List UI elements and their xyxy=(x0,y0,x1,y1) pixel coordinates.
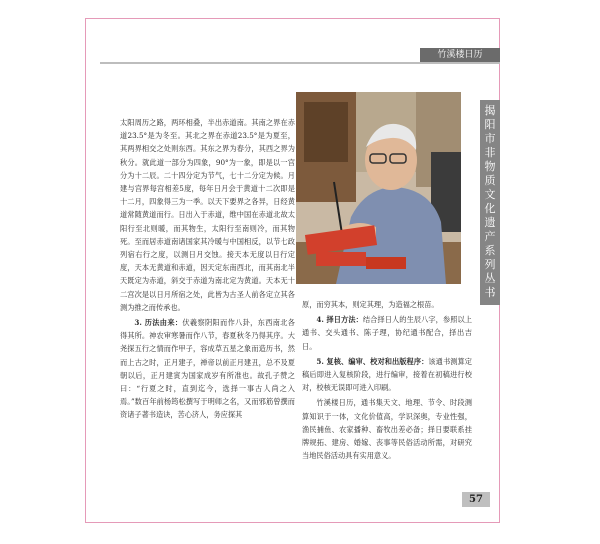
header-rule xyxy=(100,62,500,64)
calligrapher-illustration xyxy=(296,92,461,284)
section-label: 4. 择日方法： xyxy=(316,315,363,325)
series-char: 列 xyxy=(484,258,496,271)
series-char: 阳 xyxy=(484,118,496,131)
series-char: 民 xyxy=(484,314,496,327)
series-char: 质 xyxy=(484,174,496,187)
series-char: 非 xyxy=(484,146,496,159)
series-char: 系 xyxy=(484,244,496,257)
paragraph-text: 该通书测算定稿后即进入复核阶段，进行编审，接着在初稿进行校对，校核无误即可进入印刷。 xyxy=(302,356,472,393)
series-char: 物 xyxy=(484,160,496,173)
paragraph-with-label xyxy=(302,355,472,395)
series-char: 化 xyxy=(484,202,496,215)
section-label: 5. 复核、编审、校对和出版程序： xyxy=(316,356,429,366)
paragraph: 原，而穷其本，则定其理，为造福之根苗。 xyxy=(302,300,439,309)
series-title-strip xyxy=(480,100,500,341)
page-number: 57 xyxy=(462,492,490,507)
header-title: 竹溪楼日历 xyxy=(420,48,500,62)
series-char: 丛 xyxy=(484,272,496,285)
paragraph-with-label xyxy=(120,316,295,422)
series-char: · xyxy=(488,300,492,313)
series-char: 俗 xyxy=(484,328,496,341)
series-char: 市 xyxy=(484,132,496,145)
paragraph-text: 伏羲察阴阳而作八卦，东西南北各得其所。神农审寒暑而作八节，春夏秋冬乃得其序。大尧探五行之情而作甲子，容成草五星之象而造历书，然而上古之时，正月建子，禅帝以前正月建丑，总不及夏朝以后，正月建寅为国家成岁有所准也。故孔子赞之曰：“行夏之时，直到迄今，选择一事古人尚之入焉。”数百年前杨筠松撰写于明师之名，又而邪筋曾撰而资诸子著书造诀，苦心济人，务应探其 xyxy=(120,318,295,420)
series-char: 文 xyxy=(484,188,496,201)
series-char: 揭 xyxy=(484,104,496,117)
series-char: 遗 xyxy=(484,216,496,229)
paragraph-text: 结合择日人的生辰八字，参照以上通书、交头通书、陈子理，协纪通书配合，择出吉日。 xyxy=(302,315,472,351)
paragraph: 太阳周历之路，两环相叠，半出赤道南。其南之界在赤道23.5°是为冬至。其北之界在赤道23.5°是为夏至，其两界相交之处则东西。其东之界为春分，其西之界为秋分。就此道一部分为四象，90°为一象，即是以一宫分为十二辰。二十四分定为节气，七十二分定为候。月建与宫界每宫相差5度，每年日月会于黄道十二次即是十二月，四象得三为一季。以天下要界之各异，日经黄道常随黄道而行。日出入于赤道，维中国在赤道北故太阳行至北则暖，而其物生，太阳行至南则冷，而其物死。至而居赤道南诸国家其冷暖与中国相反，以节七政列宿右行之度，以测日月交蚀。接天本无度以日行定度，天本无黄道和赤道，因天定东南西北，而其南北半天既定为赤道，斜交于赤道为南北定为黄道。天本无十二宫次是以日月所宿之处，此皆为古圣人前各定立其各测为推之而传承也。 xyxy=(120,118,295,312)
section-label: 3. 历法由来： xyxy=(134,318,183,328)
left-text-column xyxy=(120,116,295,424)
paragraph-with-label xyxy=(302,313,472,353)
calligrapher-photo xyxy=(296,92,461,284)
right-text-column xyxy=(302,298,472,464)
series-char: 书 xyxy=(484,286,496,299)
series-char: 产 xyxy=(484,230,496,243)
paragraph: 竹溪楼日历，通书集天文、地理、节令、时段测算知识于一体，文化价值高，学识深奥，专业性强，渔民捕鱼、农家播种、畜牧出差必备；择日要联系挂牌规拓、建房、婚嫁、丧事等民俗活动所需，对研究当地民俗活动具有实用意义。 xyxy=(302,398,472,461)
